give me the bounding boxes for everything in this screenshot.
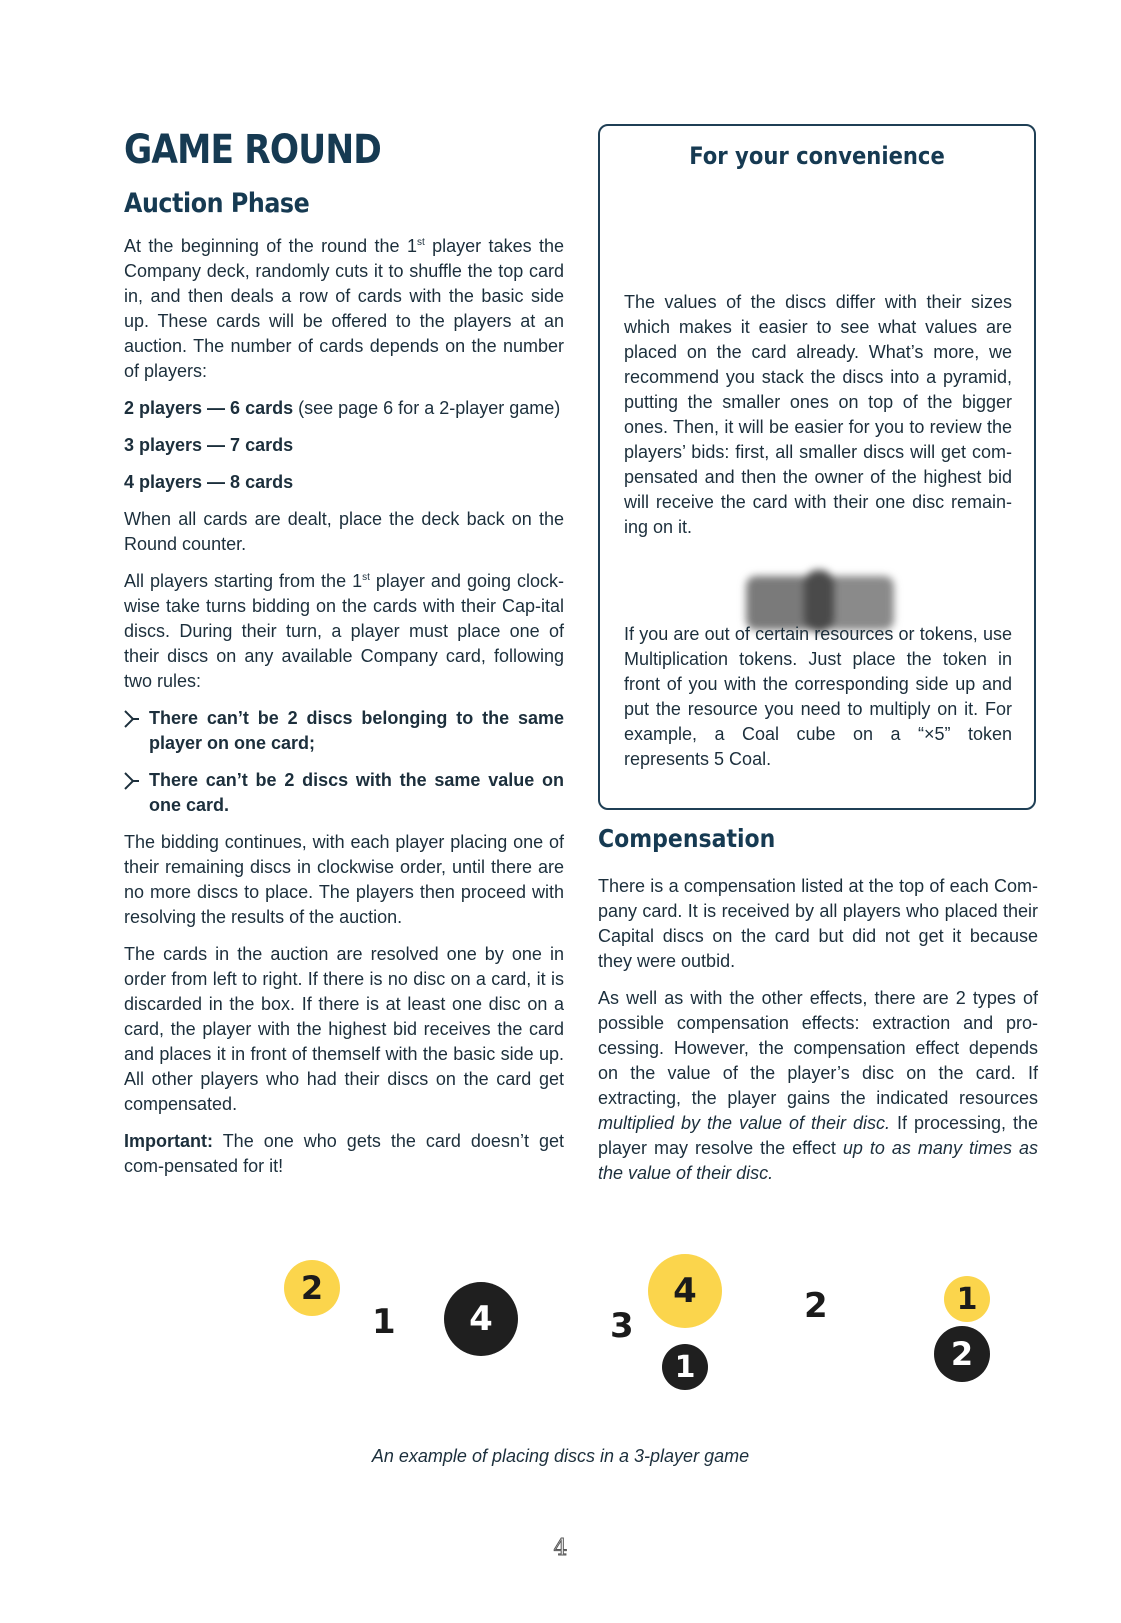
bullet-arrow-icon [124, 772, 140, 790]
paragraph-continue: The bidding continues, with each player placing one of their remaining discs in clockwise order, until there are no more discs to place. The players then proceed with resolving the results of the auction. [124, 832, 564, 927]
cards-count-4: 4 players — 8 cards [124, 472, 294, 492]
card-label: 2 [804, 1286, 828, 1326]
paragraph-resolve: The cards in the auction are resolved one by one in order from left to right. If there is no disc on a card, it is discarded in the box. If there is at least one disc on a card, the player with the highest bid receives the card and places it in front of themself with the basic side up. All other players who had their discs on the card get compensated. [124, 944, 564, 1114]
paragraph-deck: When all cards are dealt, place the deck back on the Round counter. [124, 509, 564, 554]
black-disc: 1 [662, 1344, 708, 1390]
card-label: 1 [372, 1302, 396, 1342]
page-number: 4 [553, 1536, 568, 1561]
paragraph-intro: At the beginning of the round the 1st player takes the Company deck, randomly cuts it to shuffle the top card in, and then deals a row of cards with the basic side up. These cards will be offered to the players at an auction. The number of cards depends on the number of players: [124, 236, 564, 381]
yellow-disc: 2 [284, 1260, 340, 1316]
black-disc: 4 [444, 1282, 518, 1356]
cards-count-2: 2 players — 6 cards (see page 6 for a 2-player game) [124, 398, 561, 418]
section-title-auction: Auction Phase [124, 188, 310, 219]
card-label: 3 [610, 1306, 634, 1346]
left-column [124, 128, 564, 1191]
black-disc: 2 [934, 1326, 990, 1382]
paragraph-bidding: All players starting from the 1st player and going clock-wise take turns bidding on the cards with their Cap-ital discs. During their turn, a player must place one of their discs on any available Company card, following two rules: [124, 571, 564, 691]
rule-item: There can’t be 2 discs belonging to the same player on one card; [124, 706, 564, 756]
rules-list [124, 706, 564, 818]
page-title: GAME ROUND [124, 127, 381, 173]
compensation-body: There is a compensation listed at the top of each Com-pany card. It is received by all players who placed their Capital discs on the card but did not get it because they were outbid. As well as with the other effects, there are 2 types of possible compensation effects: extraction and pro-cessing. However, the compensation effect depends on the value of the player’s disc on the card. If extracting, the player gains the indicated resources multiplied by the value of their disc. If processing, the player may resolve the effect up to as many times as the value of their disc. [598, 874, 1038, 1198]
rule-item: There can’t be 2 discs with the same value on one card. [124, 768, 564, 818]
box-paragraph-discs: The values of the discs differ with their sizes which makes it easier to see what values are placed on the card already. What’s more, we recommend you stack the discs into a pyramid, putting the smaller ones on top of the bigger ones. Then, it will be easier for you to review the players’ bids: first, all smaller discs will get com-pensated and then the owner of the highest bid will receive the card with their one disc remain-ing on it. [624, 292, 1012, 537]
box-paragraph-tokens: If you are out of certain resources or tokens, use Multiplication tokens. Just place the token in front of you with the corresponding side up and put the resource you need to multiply on it. For example, a Coal cube on a “×5” token represents 5 Coal. [624, 624, 1012, 769]
bullet-arrow-icon [124, 710, 140, 728]
box-title: For your convenience [689, 142, 945, 170]
section-title-compensation: Compensation [598, 824, 776, 853]
paragraph-compensation-types: As well as with the other effects, there are 2 types of possible compensation effects: extraction and pro-cessing. However, the compensation effect depends on the value of the player’s disc on the card. If extracting, the player gains the indicated resources multiplied by the value of their disc. If processing, the player may resolve the effect up to as many times as the value of their disc. [598, 988, 1038, 1183]
yellow-disc: 1 [944, 1276, 990, 1322]
cards-count-3: 3 players — 7 cards [124, 435, 294, 455]
figure-caption: An example of placing discs in a 3-player game [371, 1446, 750, 1466]
yellow-disc: 4 [648, 1254, 722, 1328]
paragraph-important: Important: The one who gets the card doesn’t get com-pensated for it! [124, 1131, 564, 1176]
convenience-box [598, 124, 1036, 810]
